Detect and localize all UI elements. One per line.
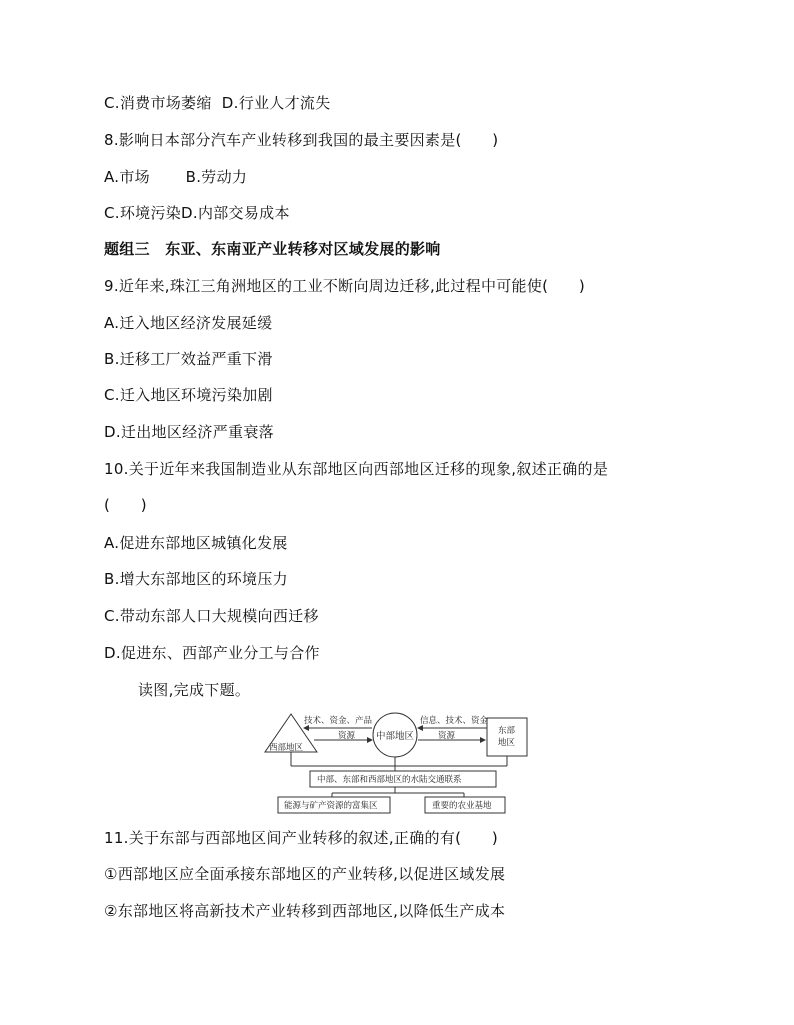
option-line: D.迁出地区经济严重衰落 [104, 423, 274, 441]
arrow-east-top-label: 信息、技术、资金 [420, 716, 489, 726]
east-region-label-1: 东部 [498, 726, 516, 736]
statement-2: ②东部地区将高新技术产业转移到西部地区,以降低生产成本 [104, 902, 506, 920]
option-line: C.迁入地区环境污染加剧 [104, 386, 273, 404]
arrow-west-top-label: 技术、资金、产品 [304, 716, 373, 726]
statement-1: ①西部地区应全面承接东部地区的产业转移,以促进区域发展 [104, 865, 506, 883]
question-8: 8.影响日本部分汽车产业转移到我国的最主要因素是( ) [104, 131, 499, 149]
question-10: 10.关于近年来我国制造业从东部地区向西部地区迁移的现象,叙述正确的是 [104, 460, 609, 478]
section-heading: 题组三 东亚、东南亚产业转移对区域发展的影响 [104, 240, 441, 258]
option-line: D.促进东、西部产业分工与合作 [104, 644, 320, 662]
question-11: 11.关于东部与西部地区间产业转移的叙述,正确的有( ) [104, 829, 499, 847]
west-region-label: 西部地区 [269, 743, 304, 753]
option-line: A.促进东部地区城镇化发展 [104, 534, 288, 552]
option-line: B.增大东部地区的环境压力 [104, 570, 288, 588]
question-10-blank: ( ) [104, 496, 147, 514]
option-line: A.迁入地区经济发展延缓 [104, 314, 273, 332]
option-line: C.带动东部人口大规模向西迁移 [104, 607, 319, 625]
transport-link-label: 中部、东部和西部地区的水陆交通联系 [317, 775, 462, 785]
question-9: 9.近年来,珠江三角洲地区的工业不断向周边迁移,此过程中可能使( ) [104, 277, 586, 295]
instruction: 读图,完成下题。 [138, 681, 251, 699]
central-region-label: 中部地区 [376, 731, 415, 742]
arrow-west-bottom-label: 资源 [338, 731, 356, 741]
east-region-label-2: 地区 [498, 738, 516, 748]
option-line: C.环境污染D.内部交易成本 [104, 204, 290, 222]
option-line: B.迁移工厂效益严重下滑 [104, 350, 273, 368]
option-line: C.消费市场萎缩 D.行业人才流失 [104, 94, 331, 112]
east-region-box [487, 718, 527, 756]
option-line: A.市场 B.劳动力 [104, 168, 248, 186]
resource-zone-label: 能源与矿产资源的富集区 [284, 801, 378, 811]
arrow-east-bottom-label: 资源 [438, 731, 456, 741]
region-diagram [262, 708, 532, 816]
agri-base-label: 重要的农业基地 [432, 801, 492, 811]
